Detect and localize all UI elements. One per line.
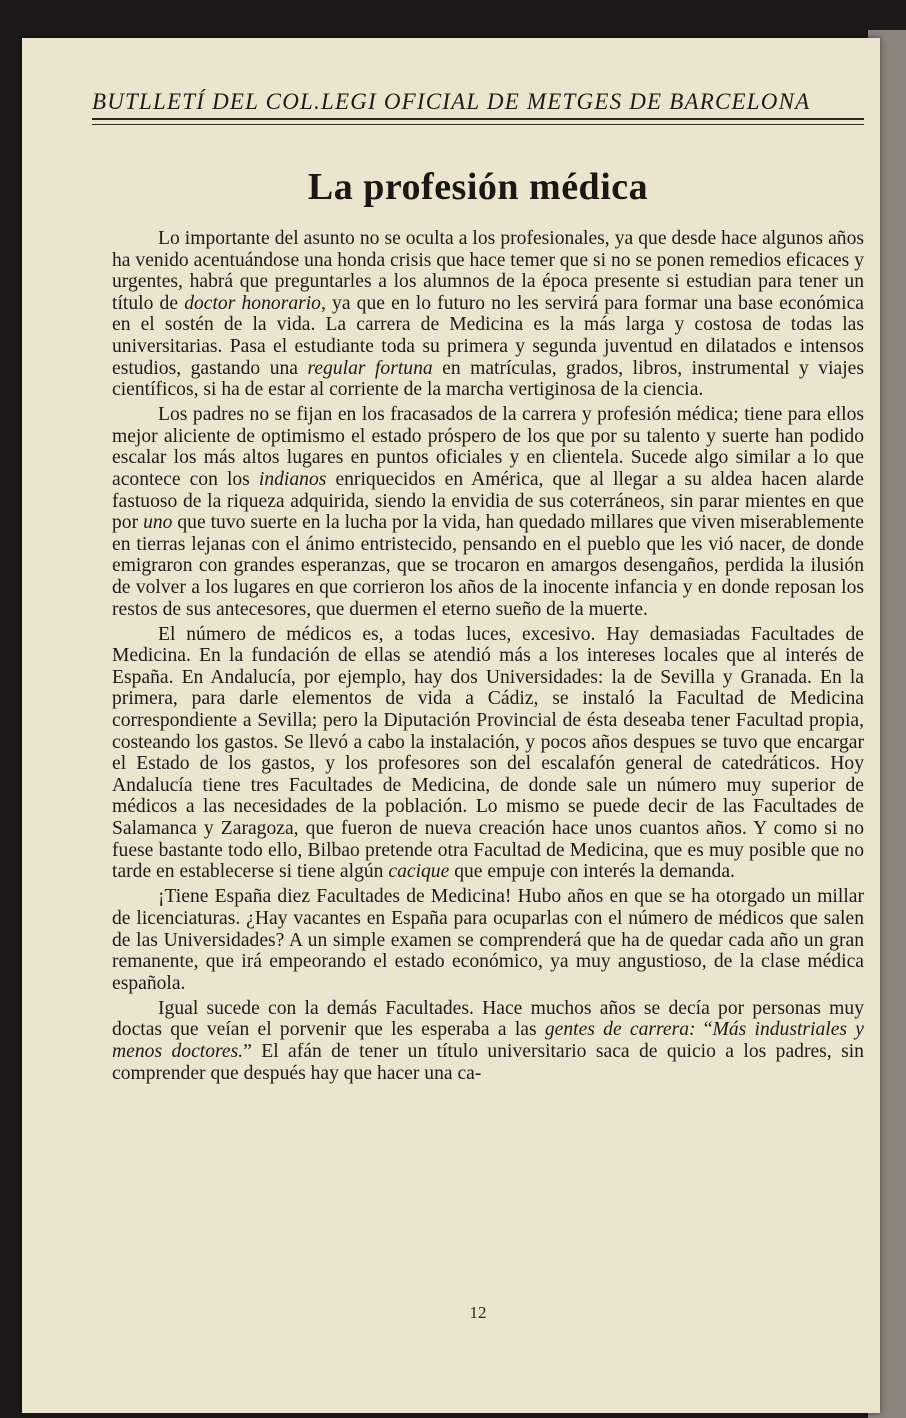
text-run: “ (695, 1019, 713, 1041)
text-run: ya que en lo futuro no les servirá para formar una base económica en el sostén de la vida. La carrera de Medicina es la más larga y costosa de todas las universitarias. Pasa el estudiante toda su primera y segunda juventud en dilatados e intensos estudios, gastando una (112, 292, 864, 379)
text-run: que empuje con interés la demanda. (449, 861, 735, 883)
header-rule (92, 118, 864, 120)
paragraph (112, 998, 864, 1084)
italic-text: Más industriales y menos doctores. (112, 1019, 864, 1062)
italic-text: regular fortuna (307, 357, 433, 379)
text-run: que tuvo suerte en la lucha por la vida, han quedado millares que viven miserablemente en tierras lejanas con el ánimo entristecido, pensando en el pueblo que les vió nacer, de donde emigraron con grandes esperanzas, que se trocaron en amargos desengaños, perdida la ilusión de volver a los lugares en que corrieron los años de la inocente infancia y en donde reposan los restos de sus antecesores, que duermen el eterno sueño de la muerte. (112, 512, 864, 620)
italic-text: gentes de carrera: (544, 1019, 696, 1041)
paragraph (112, 404, 864, 620)
text-run: en matrículas, grados, libros, instrumental y viajes científicos, si ha de estar al corriente de la marcha vertiginosa de la ciencia. (112, 357, 865, 401)
text-run: Lo importante del asunto no se oculta a los profesionales, ya que desde hace algunos años ha venido acentuándose una honda crisis que hace temer que si no se ponen remedios eficaces y urgentes, habrá que preguntarles a los alumnos de la época presente si estudian para tener un título de (112, 228, 864, 314)
header-rule-thin (92, 124, 864, 125)
text-run: El número de médicos es, a todas luces, excesivo. Hay demasiadas Facultades de Medicina. En la fundación de ellas se atendió más a los intereses locales que al interés de España. En Andalucía, por ejemplo, hay dos Universidades: la de Sevilla y Granada. En la primera, para darle elementos de vida a Cádiz, se instaló la Facultad de Medicina correspondiente a Sevilla; pero la Diputación Provincial de ésta deseaba tener Facultad propia, costeando los gastos. Se llevó a cabo la instalación, y pocos años despues se tuvo que encargar el Estado de los gastos, y los profesores son del escalafón general de catedráticos. Hoy Andalucía tiene tres Facultades de Medicina, de donde sale un número muy superior de médicos a las necesidades de la población. Lo mismo se puede decir de las Facultades de Salamanca y Zaragoza, que fueron de nueva creación hace unos cuantos años. Y como si no fuese bastante todo ello, Bilbao pretende otra Facultad de Medicina, que es muy posible que no tarde en establecerse si tiene algún (112, 623, 864, 883)
text-run: ” El afán de tener un título universitario saca de quicio a los padres, sin comprender que después hay que hacer una ca- (112, 1040, 864, 1084)
running-head: BUTLLETÍ DEL COL.LEGI OFICIAL DE METGES DE BARCELONA (92, 89, 811, 114)
paragraph (112, 228, 864, 401)
page-number: 12 (469, 1303, 487, 1322)
paragraph (112, 624, 864, 883)
italic-text: doctor honorario, (184, 292, 326, 314)
article-body (112, 228, 864, 1088)
italic-text: indianos (258, 469, 327, 491)
text-run: Los padres no se fijan en los fracasados de la carrera y profesión médica; tiene para ellos mejor aliciente de optimismo el estado próspero de los que por su talento y suerte han podido escalar los más altos lugares en puntos oficiales y en clientela. Sucede algo similar a lo que acontece con los (112, 404, 864, 491)
article-title: La profesión médica (307, 166, 649, 208)
text-run: ¡Tiene España diez Facultades de Medicina! Hubo años en que se ha otorgado un millar de licenciaturas. ¿Hay vacantes en España para ocuparlas con el número de médicos que salen de las Universidades? A un simple examen se comprenderá que ha de quedar cada año un gran remanente, que irá empeorando el estado económico, ya muy angustioso, de la clase médica española. (112, 886, 864, 994)
italic-text: cacique (388, 861, 450, 883)
paragraph (112, 886, 864, 994)
italic-text: uno (143, 512, 173, 534)
text-run: Igual sucede con la demás Facultades. Hace muchos años se decía por personas muy doctas que veían el porvenir que les esperaba a las (112, 997, 864, 1041)
text-run: enriquecidos en América, que al llegar a su aldea hacen alarde fastuoso de la riqueza adquirida, siendo la envidia de sus coterráneos, sin parar mientes en que por (112, 469, 864, 534)
